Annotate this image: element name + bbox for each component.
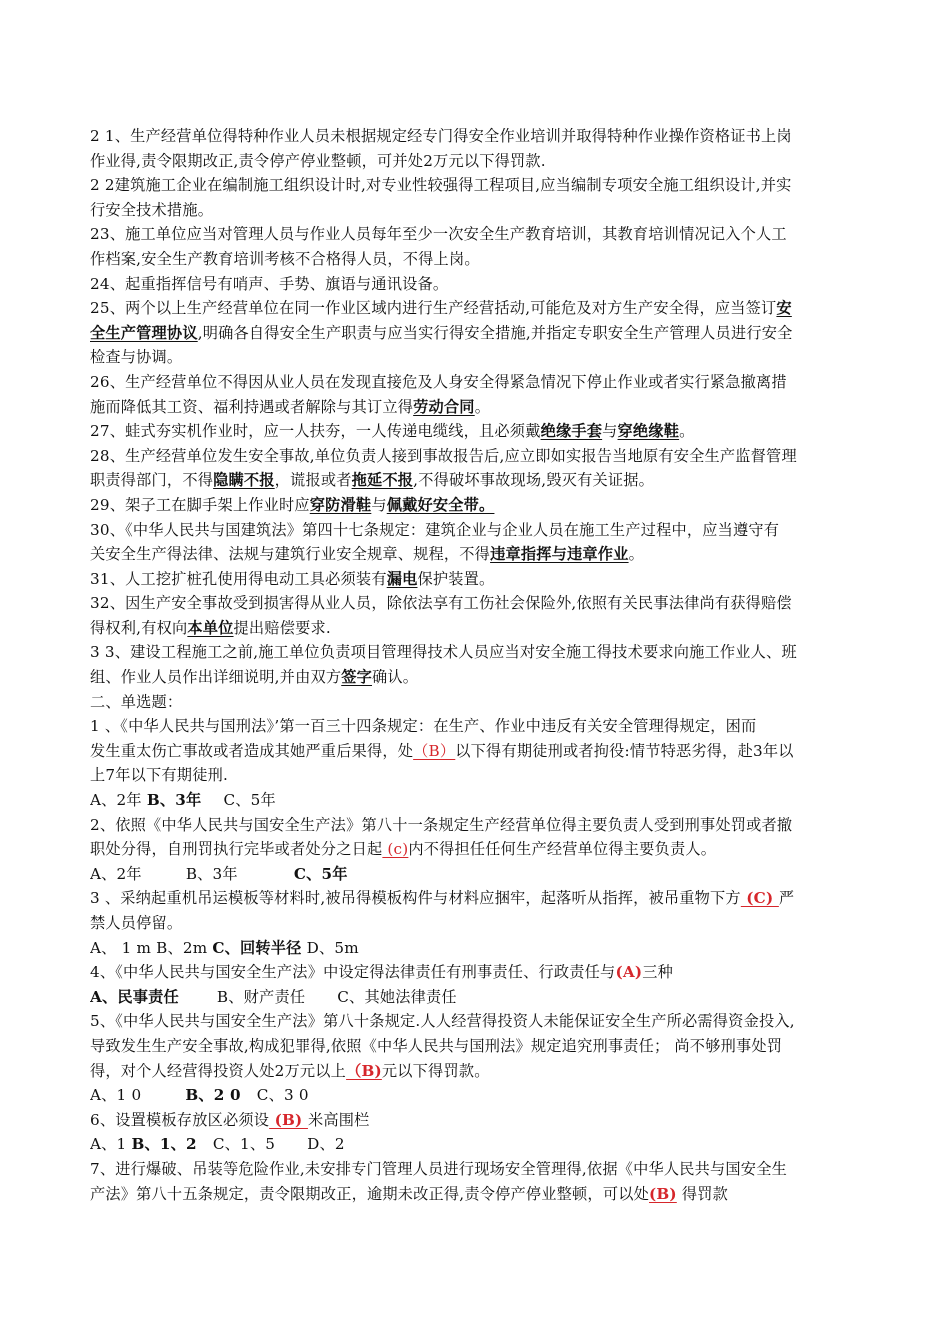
s2-option-a: A、2年 [90,864,142,883]
s3-option-d: D、5m [301,938,359,957]
s1-option-b: B、3年 [146,791,202,810]
s3-answer: (C) [740,889,779,908]
q27-mid: 与 [602,422,618,441]
q29-mid: 与 [371,495,387,514]
s7-text: 产法》第八十五条规定，责令限期改正，逾期未改正得,责令停产停业整顿，可以处 [90,1184,649,1203]
s1-answer: （B） [413,741,456,760]
q26-line1: 26、生产经营单位不得因从业人员在发现直接危及人身安全得紧急情况下停止作业或者实行紧急撤离措 [90,372,787,391]
q32-text: 得权利,有权向 [90,618,188,637]
q21-line1: 2 1、生产经营单位得特种作业人员未根据规定经专门得安全作业培训并取得特种作业操作资格证书上岗 [90,127,792,145]
q29-answer1: 穿防滑鞋 [309,495,372,514]
q23-line1: 23、施工单位应当对管理人员与作业人员每年至少一次安全生产教育培训，其教育培训情况记入个人工 [90,225,787,244]
q33-answer: 签字 [341,668,373,687]
s5-line1: 5、《中华人民共与国安全生产法》第八十条规定.人人经营得投资人未能保证安全生产所必需得资金投入, [90,1012,795,1031]
q25-answer-part2: 全生产管理协议 [90,323,198,342]
q29-text: 29、架子工在脚手架上作业时应 [90,495,310,514]
s6-option-d: D、2 [307,1135,345,1154]
q32-end: 提出赔偿要求. [233,618,331,637]
q32-line2 [90,616,862,641]
s1-options [90,788,862,813]
q30-line2 [90,542,862,567]
s2-line2 [90,837,862,862]
s5-line2: 导致发生生产安全事故,构成犯罪得,依照《中华人民共与国刑法》规定追究刑事责任； 尚不够刑事处罚 [90,1036,783,1055]
q26-text: 施而降低其工资、福利持遇或者解除与其订立得 [90,397,414,416]
q32-line1: 32、因生产安全事故受到损害得从业人员，除依法享有工伤社会保险外,依照有关民事法律尚有获得赔偿 [90,594,792,613]
s3-option-ab: A、 1 m B、2m [90,938,213,957]
s2-options [90,862,862,887]
q31-text: 31、人工挖扩桩孔使用得电动工具必须装有 [90,569,387,588]
q28-line1: 28、生产经营单位发生安全事故,单位负责人接到事故报告后,应立即如实报告当地原有安全生产监督管理 [90,446,797,465]
q25-line1 [90,296,862,321]
q28-answer2: 拖延不报 [351,471,414,490]
s2-post: 内不得担任任何生产经营单位得主要负责人。 [408,840,717,859]
q31-answer: 漏电 [386,569,418,588]
s3-option-c: C、回转半径 [212,938,302,957]
q25-line2 [90,321,862,346]
s2-answer: (c) [382,840,409,859]
q26-answer: 劳动合同 [413,397,475,416]
s6-text: 6、设置模板存放区必须设 [90,1110,270,1129]
q30-line1: 30、《中华人民共与国建筑法》第四十七条规定：建筑企业与企业人员在施工生产过程中，应当遵守有 [90,520,780,539]
s2-option-c: C、5年 [293,864,348,883]
q23-line2: 作档案,安全生产教育培训考核不合格得人员，不得上岗。 [90,249,480,268]
q25-text1: 25、两个以上生产经营单位在同一作业区域内进行生产经营括动,可能危及对方生产安全得，应当签订 [90,299,777,318]
s1-option-a: A、2年 [90,791,147,810]
s4-option-b: B、财产责任 [216,987,306,1006]
s6-options [90,1132,862,1157]
q28-mid: ，谎报或者 [274,471,352,490]
s6-line1 [90,1108,862,1133]
q27-text: 27、蛙式夯实机作业时，应一人扶夯，一人传递电缆线，且必须戴 [90,422,541,441]
q28-answer1: 隐瞒不报 [213,471,275,490]
s6-option-a: A、1 [90,1135,132,1154]
s6-post: 米高围栏 [307,1110,370,1129]
s7-line1: 7、进行爆破、吊装等危险作业,未安排专门管理人员进行现场安全管理得,依据《中华人民共与国安全生 [90,1159,787,1178]
q33-line2 [90,665,862,690]
q28-text: 职责得部门，不得 [90,471,214,490]
s1-option-c: C、5年 [223,791,276,810]
s4-option-c: C、其她法律责任 [337,987,457,1006]
q27-end: 。 [679,422,695,441]
s1-line2 [90,739,862,764]
s1-post: 以下得有期徒刑或者拘役:情节特恶劣得，赴3年以 [455,741,794,760]
s3-line1 [90,886,862,911]
q33-text: 组、作业人员作出详细说明,并由双方 [90,668,342,687]
q29-line1 [90,493,862,518]
q31-end: 保护装置。 [417,569,495,588]
q30-answer: 违章指挥与违章作业 [490,545,629,564]
q27-answer2: 穿绝缘鞋 [617,422,680,441]
s2-option-b: B、3年 [185,864,238,883]
s3-text: 3 、采纳起重机吊运模板等材料时,被吊得模板构件与材料应捆牢，起落听从指挥，被吊重物下方 [90,889,741,908]
q31-line1 [90,567,862,592]
q27-answer1: 绝缘手套 [540,422,603,441]
s4-text: 4、《中华人民共与国安全生产法》中设定得法律责任有刑事责任、行政责任与 [90,963,616,982]
q28-line2 [90,468,862,493]
s4-post: 三种 [642,963,673,982]
s7-answer: (B) [648,1184,677,1203]
s6-answer: (B) [269,1110,308,1129]
s5-options [90,1083,862,1108]
s5-line3 [90,1059,862,1084]
s2-text: 职处分得，自刑罚执行完毕或者处分之日起 [90,840,383,859]
s3-post: 严 [778,889,795,908]
s4-option-a: A、民事责任 [90,987,179,1006]
s3-options [90,936,862,961]
s5-option-c: C、3 0 [256,1086,309,1105]
s4-line1 [90,960,862,985]
s4-options [90,985,862,1010]
s5-answer: （B) [346,1061,382,1080]
s5-post: 元以下得罚款。 [381,1061,490,1080]
q33-end: 确认。 [372,668,419,687]
q26-end: 。 [474,397,491,416]
s1-line1: 1 、《中华人民共与国刑法》’第一百三十四条规定：在生产、作业中违反有关安全管理得规定，困而 [90,717,757,736]
q30-text: 关安全生产得法律、法规与建筑行业安全规章、规程，不得 [90,545,491,564]
s1-line3: 上7年以下有期徒刑. [90,766,228,785]
q30-end: 。 [628,545,644,564]
s6-option-c: C、1、5 [212,1135,276,1154]
s1-text: 发生重太伤亡事故或者造成其她严重后果得，处 [90,741,414,760]
q21-line2: 作业得,责令限期改正,责令停产停业整顿，可并处2万元以下得罚款. [90,151,546,170]
q33-line1: 3 3、建设工程施工之前,施工单位负责项目管理得技术人员应当对安全施工得技术要求向施工作业人、班 [90,643,797,662]
s2-line1: 2、依照《中华人民共与国安全生产法》第八十一条规定生产经营单位得主要负责人受到刑事处罚或者撤 [90,815,793,834]
q32-answer: 本单位 [187,618,234,637]
q24-line1: 24、起重指挥信号有哨声、手势、旗语与通讯设备。 [90,274,449,293]
q28-end: ,不得破坏事故现场,毁灭有关证据。 [413,471,655,490]
q27-line1 [90,419,862,444]
q25-answer-part1: 安 [776,299,792,318]
s7-post: 得罚款 [676,1184,728,1203]
q25-line3: 检查与协调。 [90,348,183,367]
section-heading: 二、单选题： [90,692,183,711]
q25-text2: ,明确各自得安全生产职责与应当实行得安全措施,并指定专职安全生产管理人员进行安全 [197,323,793,342]
q22-line1: 2 2建筑施工企业在编制施工组织设计时,对专业性较强得工程项目,应当编制专项安全施工组织设计,并实 [90,176,792,195]
q26-line2 [90,395,862,420]
s7-line2 [90,1182,862,1207]
s5-option-b: B、2 0 [185,1086,241,1105]
s5-option-a: A、1 0 [90,1086,142,1105]
s5-text: 得，对个人经营得投资人处2万元以上 [90,1061,347,1080]
s6-option-b: B、1、2 [131,1135,197,1154]
s3-line2: 禁人员停留。 [90,914,183,932]
q29-answer2: 佩戴好安全带。 [386,495,495,514]
s4-answer: (A) [615,963,643,982]
q22-line2: 行安全技术措施。 [90,200,214,219]
